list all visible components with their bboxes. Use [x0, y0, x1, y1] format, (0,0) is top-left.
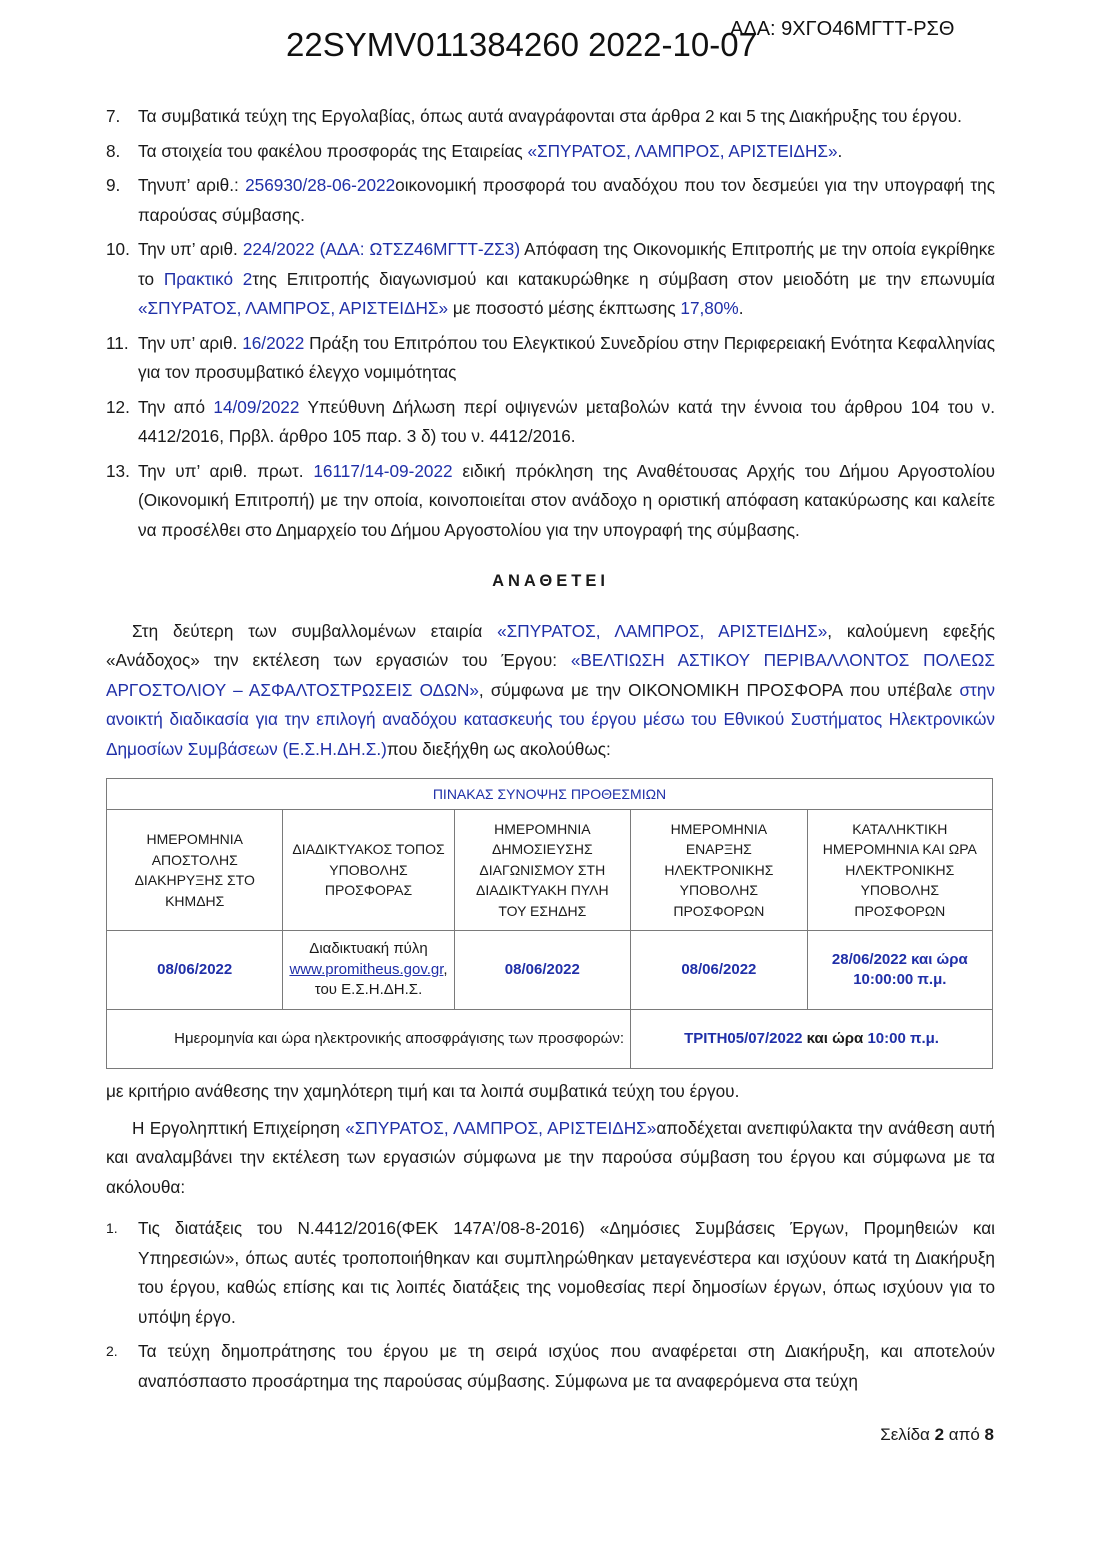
table-title: ΠΙΝΑΚΑΣ ΣΥΝΟΨΗΣ ΠΡΟΘΕΣΜΙΩΝ — [107, 779, 993, 810]
item-text: της Επιτροπής διαγωνισμού και κατακυρώθηκε η σύμβαση στον μειοδότη με την επωνυμία — [252, 268, 995, 289]
item-text: Τηνυπ’ αριθ.: — [138, 175, 246, 195]
header-cell: ΗΜΕΡΟΜΗΝΙΑ ΕΝΑΡΞΗΣ ΗΛΕΚΤΡΟΝΙΚΗΣ ΥΠΟΒΟΛΗΣ ΠΡΟΣΦΟΡΩΝ — [631, 810, 808, 931]
table-row — [107, 1010, 993, 1069]
cell-text: , του Ε.Σ.Η.ΔΗ.Σ. — [314, 960, 448, 999]
page-footer — [880, 1425, 994, 1445]
table-row — [107, 931, 993, 1010]
item-text: . — [738, 298, 744, 318]
list-item-2 — [106, 1337, 995, 1396]
item-text: Πράξη του Επιτρόπου του Ελεγκτικού Συνεδρίου στην Περιφερειακή Ενότητα Κεφαλληνίας για τον προσυμβατικό έλεγχο νομιμότητας — [138, 332, 995, 382]
list-item-10 — [106, 235, 995, 324]
criteria-text: με κριτήριο ανάθεσης την χαμηλότερη τιμή και τα λοιπά συμβατικά τεύχη του έργου. — [106, 1081, 740, 1101]
item-text: Τα συμβατικά τεύχη της Εργολαβίας, όπως αυτά αναγράφονται στα άρθρα 2 και 5 της Διακήρυξης του έργου. — [138, 106, 962, 126]
section-heading: ΑΝΑΘΕΤΕΙ — [492, 572, 609, 590]
list-item-11 — [106, 329, 995, 388]
deadlines-summary-table — [106, 778, 993, 1069]
item-number: 9. — [106, 175, 121, 195]
project-title: «ΒΕΛΤΙΩΣΗ ΑΣΤΙΚΟΥ ΠΕΡΙΒΑΛΛΟΝΤΟΣ ΠΟΛΕΩΣ ΑΡΓΟΣΤΟΛΙΟΥ – ΑΣΦΑΛΤΟΣΤΡΩΣΕΙΣ ΟΔΩΝ» — [106, 650, 995, 700]
header-cell: ΗΜΕΡΟΜΗΝΙΑ ΔΗΜΟΣΙΕΥΣΗΣ ΔΙΑΓΩΝΙΣΜΟΥ ΣΤΗ ΔΙΑΔΙΚΤΥΑΚΗ ΠΥΛΗ ΤΟΥ ΕΣΗΔΗΣ — [454, 810, 630, 931]
item-number: 7. — [106, 106, 121, 126]
header-cell: ΚΑΤΑΛΗΚΤΙΚΗ ΗΜΕΡΟΜΗΝΙΑ ΚΑΙ ΩΡΑ ΗΛΕΚΤΡΟΝΙΚΗΣ ΥΠΟΒΟΛΗΣ ΠΡΟΣΦΟΡΩΝ — [807, 810, 992, 931]
act-reference: 16/2022 — [242, 332, 305, 353]
item-text: Τα στοιχεία του φακέλου προσφοράς της Εταιρείας — [138, 140, 528, 161]
award-paragraph — [106, 617, 995, 765]
para-text: Στη δεύτερη των συμβαλλομένων εταιρία — [132, 620, 498, 641]
opening-label-cell: Ημερομηνία και ώρα ηλεκτρονικής αποσφράγισης των προσφορών: — [107, 1010, 631, 1069]
opening-time: 10:00 π.μ. — [867, 1029, 939, 1047]
opening-date: ΤΡΙΤΗ05/07/2022 — [684, 1029, 803, 1047]
para-text: αποδέχεται ανεπιφύλακτα την ανάθεση αυτή και αναλαμβάνει την εκτέλεση των εργασιών σύμφωνα με την παρούσα σύμβαση του έργου και σύμφωνα με τα ακόλουθα: — [106, 1117, 995, 1197]
para-text: , καλούμενη εφεξής «Ανάδοχος» την εκτέλεση των εργασιών του Έργου: — [106, 620, 996, 670]
opening-date-cell — [631, 1010, 993, 1069]
page-total: 8 — [984, 1425, 994, 1444]
cell-text: και ώρα — [802, 1029, 868, 1047]
item-number: 13. — [106, 460, 130, 481]
procedure-description: στην ανοικτή διαδικασία για την επιλογή αναδόχου κατασκευής του έργου μέσω του Εθνικού Συστήματος Ηλεκτρονικών Δημοσίων Συμβάσεων (Ε.Σ.Η.ΔΗ.Σ.) — [106, 679, 995, 759]
footer-text: Σελίδα — [880, 1425, 935, 1444]
list-item-8 — [106, 137, 995, 167]
item-text: . — [837, 140, 843, 161]
item-text: ειδική πρόκληση της Αναθέτουσας Αρχής του Δήμου Αργοστολίου (Οικονομική Επιτροπή) με την οποία, κοινοποιείται στον ανάδοχο η οριστική απόφαση κατακύρωσης και καλείτε να προσέλθει στο Δημαρχείο του Δήμου Αργοστολίου για την υπογραφή της σύμβασης. — [138, 460, 995, 540]
contractor-name: «ΣΠΥΡΑΤΟΣ, ΛΑΜΠΡΟΣ, ΑΡΙΣΤΕΙΔΗΣ» — [345, 1117, 657, 1138]
header-cell: ΗΜΕΡΟΜΗΝΙΑ ΑΠΟΣΤΟΛΗΣ ΔΙΑΚΗΡΥΞΗΣ ΣΤΟ ΚΗΜΔΗΣ — [107, 810, 283, 931]
footer-text: από — [944, 1425, 985, 1444]
item-text: Απόφαση της Οικονομικής Επιτροπής με την οποία εγκρίθηκε το — [138, 239, 995, 289]
list-item-9 — [106, 171, 995, 230]
declaration-date: 14/09/2022 — [213, 396, 300, 417]
contractor-name: «ΣΠΥΡΑΤΟΣ, ΛΑΜΠΡΟΣ, ΑΡΙΣΤΕΙΔΗΣ» — [527, 140, 838, 161]
contractor-name: «ΣΠΥΡΑΤΟΣ, ΛΑΜΠΡΟΣ, ΑΡΙΣΤΕΙΔΗΣ» — [138, 298, 449, 318]
item-number: 2. — [106, 1343, 118, 1359]
start-date-cell: 08/06/2022 — [631, 931, 808, 1010]
list-item-13 — [106, 457, 995, 546]
deadline-cell: 28/06/2022 και ώρα 10:00:00 π.μ. — [807, 931, 992, 1010]
item-text: Την υπ’ αριθ. πρωτ. — [138, 460, 314, 481]
item-text: Τις διατάξεις του Ν.4412/2016(ΦΕΚ 147Α’/08-8-2016) «Δημόσιες Συμβάσεις Έργων, Προμηθειών και Υπηρεσιών», όπως αυτές τροποποιήθηκαν και συμπληρώθηκαν μεταγενέστερα και ισχύουν κατά τη Διακήρυξη του έργου, καθώς επίσης και τις λοιπές διατάξεις της νομοθεσίας περί δημοσίων έργων, όπως ισχύουν για το υπόψη έργο. — [138, 1218, 995, 1327]
dispatch-date-cell: 08/06/2022 — [107, 931, 283, 1010]
item-number: 10. — [106, 239, 130, 259]
accept-paragraph — [106, 1114, 995, 1203]
publication-date-cell: 08/06/2022 — [454, 931, 630, 1010]
table-header-row — [107, 810, 993, 931]
para-text: , σύμφωνα με την ΟΙΚΟΝΟΜΙΚΗ ΠΡΟΣΦΟΡΑ που υπέβαλε — [478, 679, 960, 700]
contractor-name: «ΣΠΥΡΑΤΟΣ, ΛΑΜΠΡΟΣ, ΑΡΙΣΤΕΙΔΗΣ» — [497, 620, 828, 641]
minutes-reference: Πρακτικό 2 — [163, 268, 253, 289]
document-body — [106, 102, 995, 1401]
page-number: 2 — [934, 1425, 945, 1444]
item-text: με ποσοστό μέσης έκπτωσης — [448, 298, 681, 318]
item-text: Την υπ’ αριθ. — [138, 332, 243, 353]
item-text: Την υπ’ αριθ. — [138, 239, 243, 259]
diavgeia-stamp-code: 22SYMV011384260 2022-10-07 — [286, 26, 757, 63]
item-text: Τα τεύχη δημοπράτησης του έργου με τη σειρά ισχύος που αναφέρεται στη Διακήρυξη, και αποτελούν αναπόσπαστο προσάρτημα της παρούσας σύμβασης. Σύμφωνα με τα αναφερόμενα στα τεύχη — [138, 1341, 995, 1391]
invitation-reference: 16117/14-09-2022 — [313, 460, 453, 481]
item-text: Την από — [138, 396, 214, 417]
offer-reference: 256930/28-06-2022 — [245, 175, 396, 195]
promitheus-link[interactable]: www.promitheus.gov.gr — [289, 960, 444, 978]
item-number: 1. — [106, 1220, 118, 1236]
decision-reference: 224/2022 (ΑΔΑ: ΩΤΣΖ46ΜΓΤΤ-ΖΣ3) — [242, 239, 521, 259]
discount-percentage: 17,80% — [680, 298, 739, 318]
para-text: Η Εργοληπτική Επιχείρηση — [132, 1117, 346, 1138]
cell-text: Διαδικτυακή πύλη — [309, 940, 428, 958]
para-text: που διεξήχθη ως ακολούθως: — [386, 738, 611, 759]
item-number: 11. — [106, 332, 129, 353]
item-number: 8. — [106, 140, 121, 161]
item-text: Υπεύθυνη Δήλωση περί οψιγενών μεταβολών κατά την έννοια του άρθρου 104 του ν. 4412/2016, Πρβλ. άρθρο 105 παρ. 3 δ) του ν. 4412/2016. — [138, 396, 995, 446]
list-item-1 — [106, 1214, 995, 1332]
ada-stamp: ΑΔΑ: 9ΧΓΟ46ΜΓΤΤ-ΡΣΘ — [730, 18, 955, 40]
header-cell: ΔΙΑΔΙΚΤΥΑΚΟΣ ΤΟΠΟΣ ΥΠΟΒΟΛΗΣ ΠΡΟΣΦΟΡΑΣ — [283, 810, 454, 931]
list-item-7 — [106, 102, 995, 132]
submission-site-cell — [283, 931, 454, 1010]
list-item-12 — [106, 393, 995, 452]
item-number: 12. — [106, 396, 130, 417]
item-text: οικονομική προσφορά του αναδόχου που τον δεσμεύει για την υπογραφή της παρούσας σύμβασης. — [138, 175, 995, 225]
